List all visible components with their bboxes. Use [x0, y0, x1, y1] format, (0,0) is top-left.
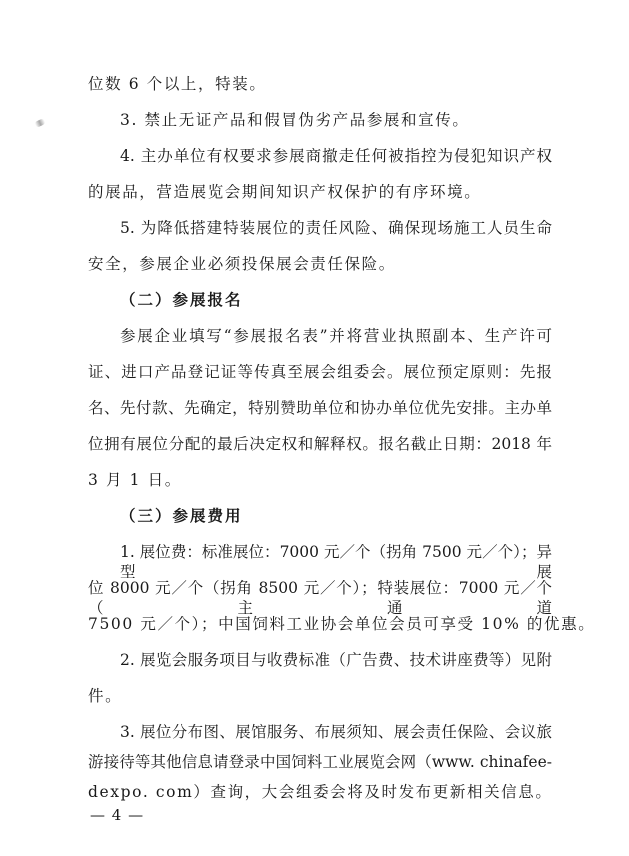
paragraph-line: 名、先付款、先确定，特别赞助单位和协办单位优先安排。主办单 — [88, 399, 552, 417]
paragraph-line: 位拥有展位分配的最后决定权和解释权。报名截止日期：2018 年 — [88, 435, 552, 453]
paragraph-line: 证、进口产品登记证等传真至展会组委会。展位预定原则：先报 — [88, 363, 552, 381]
paragraph-line: 位 8000 元／个（拐角 8500 元／个）；特装展位：7000 元／个（主通道 — [88, 579, 552, 617]
paragraph-line: 1. 展位费：标准展位：7000 元／个（拐角 7500 元／个）；异型展 — [120, 543, 552, 581]
paragraph-line: 的展品，营造展览会期间知识产权保护的有序环境。 — [88, 183, 482, 201]
paragraph-line: 安全，参展企业必须投保展会责任保险。 — [88, 255, 396, 273]
section-heading: （三）参展费用 — [120, 506, 243, 525]
paragraph-line: 游接待等其他信息请登录中国饲料工业展览会网（www. chinafee- — [88, 753, 552, 771]
paragraph-line: 3 月 1 日。 — [88, 471, 182, 489]
paragraph-line: 2. 展览会服务项目与收费标准（广告费、技术讲座费等）见附 — [120, 651, 552, 669]
paragraph-line: 参展企业填写“参展报名表”并将营业执照副本、生产许可 — [120, 327, 552, 345]
section-heading: （二）参展报名 — [120, 290, 243, 309]
paragraph-line: 3. 展位分布图、展馆服务、布展须知、展会责任保险、会议旅 — [120, 723, 552, 741]
page-number: — 4 — — [90, 806, 145, 824]
paragraph-line: 位数 6 个以上，特装。 — [88, 75, 267, 93]
paragraph-line: 5. 为降低搭建特装展位的责任风险、确保现场施工人员生命 — [120, 219, 552, 237]
paragraph-line: dexpo. com）查询，大会组委会将及时发布更新相关信息。 — [88, 783, 553, 801]
paragraph-line: 3. 禁止无证产品和假冒伪劣产品参展和宣传。 — [120, 111, 470, 129]
paragraph-line: 件。 — [88, 687, 123, 705]
paragraph-line: 7500 元／个）；中国饲料工业协会单位会员可享受 10% 的优惠。 — [88, 615, 596, 633]
scan-speck — [34, 118, 46, 128]
paragraph-line: 4. 主办单位有权要求参展商撤走任何被指控为侵犯知识产权 — [120, 147, 552, 165]
